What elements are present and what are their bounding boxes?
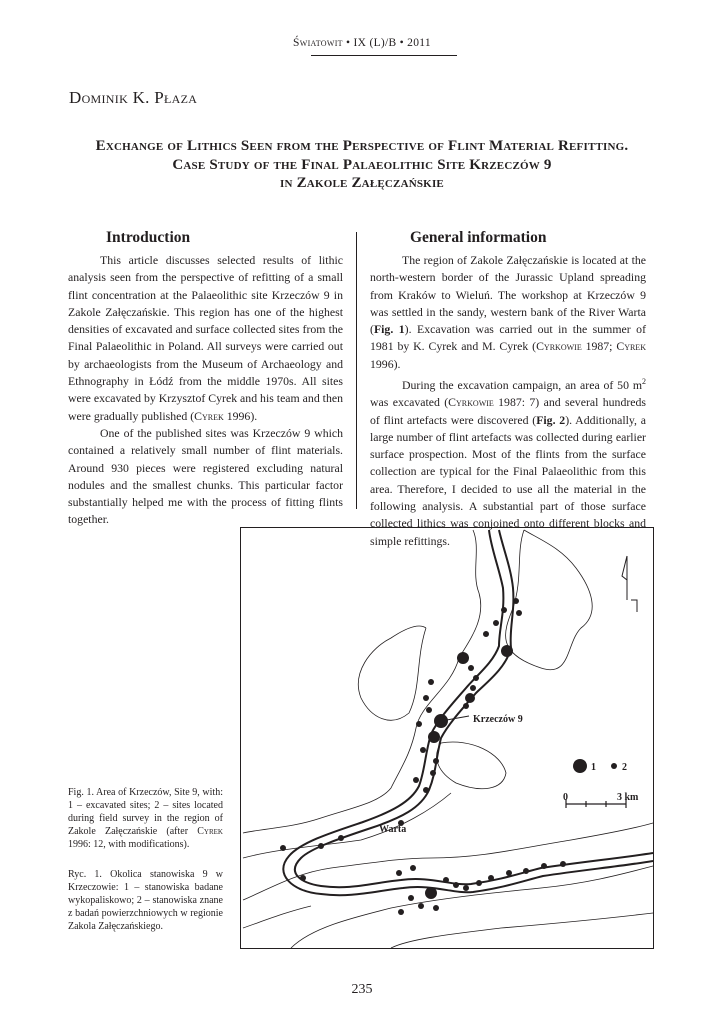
excavated-site: [428, 731, 440, 743]
article-title: [60, 137, 664, 193]
survey-site: [493, 620, 499, 626]
contour-lines: [243, 530, 653, 948]
survey-site: [408, 895, 414, 901]
survey-sites: [280, 598, 566, 915]
survey-site: [428, 679, 434, 685]
title-line-1: Exchange of Lithics Seen from the Perspective of Flint Material Refitting.: [95, 138, 629, 154]
survey-site: [398, 909, 404, 915]
survey-site: [280, 845, 286, 851]
survey-site: [463, 885, 469, 891]
excavated-site: [457, 652, 469, 664]
legend-label-2: 2: [622, 762, 627, 773]
survey-site: [423, 695, 429, 701]
survey-site: [483, 631, 489, 637]
site-label: Krzeczów 9: [473, 714, 523, 725]
excavated-site: [465, 693, 475, 703]
survey-site: [476, 880, 482, 886]
legend-excavated-symbol: [573, 759, 587, 773]
survey-site: [423, 787, 429, 793]
survey-site: [338, 835, 344, 841]
title-line-3: in Zakole Załęczańskie: [280, 175, 444, 191]
introduction-text: [68, 252, 343, 529]
title-line-2: Case Study of the Final Palaeolithic Site Krzeczów 9: [172, 156, 552, 173]
survey-site: [430, 770, 436, 776]
legend-survey-symbol: [611, 763, 617, 769]
survey-site: [420, 747, 426, 753]
excavated-site: [434, 714, 448, 728]
general-information-text: [370, 252, 646, 550]
north-arrow: [622, 556, 637, 612]
survey-site: [463, 703, 469, 709]
introduction-paragraph-2: One of the published sites was Krzeczów 9 which contained a relatively small number of flint materials. Around 930 pieces were registered excluding natural nodules and the smallest chunks. This particular factor substantially helped me with the process of fitting flints together.: [68, 425, 343, 527]
survey-site: [433, 758, 439, 764]
general-information-heading: General information: [410, 229, 547, 246]
survey-site: [488, 875, 494, 881]
survey-site: [453, 882, 459, 888]
header-rule: [311, 55, 457, 56]
survey-site: [413, 777, 419, 783]
river-label: Warta: [379, 824, 407, 835]
map-figure: [240, 527, 654, 949]
author-name: Dominik K. Płaza: [69, 88, 198, 107]
survey-site: [396, 870, 402, 876]
survey-site: [501, 607, 507, 613]
scale-label-end: 3 km: [617, 792, 639, 803]
survey-site: [470, 685, 476, 691]
running-header: Światowit • IX (L)/B • 2011: [293, 37, 431, 49]
survey-site: [506, 870, 512, 876]
excavated-site: [501, 645, 513, 657]
survey-site: [433, 905, 439, 911]
survey-site: [560, 861, 566, 867]
survey-site: [523, 868, 529, 874]
survey-site: [541, 863, 547, 869]
survey-site: [416, 721, 422, 727]
map-svg: [241, 528, 653, 948]
page-number: 235: [351, 982, 373, 997]
survey-site: [410, 865, 416, 871]
general-paragraph-2: During the excavation campaign, an area of 50 $m^2$ was excavated (Cyrkowie 1987: 7) and several hundreds of flint artefacts were discovered (Fig. 2). Additionally, a large number of flint artefacts was collected during earlier surface prospection. Most of the flints from the surface collection are typical for the Final Palaeolithic from this area. Therefore, I decided to use all the material in the following analysis. A substantial part of those surface collected lithics was conjoined onto different blocks and simple refittings.: [370, 377, 646, 548]
survey-site: [468, 665, 474, 671]
scale-label-start: 0: [563, 792, 568, 803]
survey-site: [426, 707, 432, 713]
survey-site: [300, 875, 306, 881]
figure-caption-english: Fig. 1. Area of Krzeczów, Site 9, with: 1 – excavated sites; 2 – sites located during field survey in the region of Zakole Załęczańskie (after Cyrek 1996: 12, with modifications).: [68, 787, 223, 850]
general-paragraph-1: The region of Zakole Załęczańskie is located at the north-western border of the Jurassic Upland spreading from Kraków to Wieluń. The workshop at Krzeczów 9 was settled in the sandy, western bank of the River Warta (Fig. 1). Excavation was carried out in the summer of 1981 by K. Cyrek and M. Cyrek (Cyrkowie 1987; Cyrek 1996).: [370, 253, 646, 371]
survey-site: [516, 610, 522, 616]
figure-caption-polish: Ryc. 1. Okolica stanowiska 9 w Krzeczowie: 1 – stanowiska badane wykopaliskowo; 2 – stanowiska znane z badań powierzchniowych w regionie Zakola Załęczańskiego.: [68, 869, 223, 932]
column-divider: [356, 232, 357, 509]
introduction-heading: Introduction: [106, 229, 191, 246]
river-warta: [283, 530, 653, 895]
legend-label-1: 1: [591, 762, 596, 773]
survey-site: [513, 598, 519, 604]
survey-site: [473, 675, 479, 681]
survey-site: [418, 903, 424, 909]
survey-site: [443, 877, 449, 883]
survey-site: [318, 843, 324, 849]
excavated-sites: [425, 645, 513, 899]
introduction-paragraph-1: This article discusses selected results of lithic analysis seen from the perspective of refitting of a small flint concentration at the Palaeolithic site Krzeczów 9 in Zakole Załęczańskie. This region has one of the highest densities of excavated and surface collected sites from the Final Palaeolithic in Poland. All surveys were carried out by archaeologists from the Museum of Archaeology and Ethnography in Łódź from the middle 1970s. All sites were excavated by Krzysztof Cyrek and his team and then were gradually published (Cyrek 1996).: [68, 253, 343, 423]
excavated-site: [425, 887, 437, 899]
